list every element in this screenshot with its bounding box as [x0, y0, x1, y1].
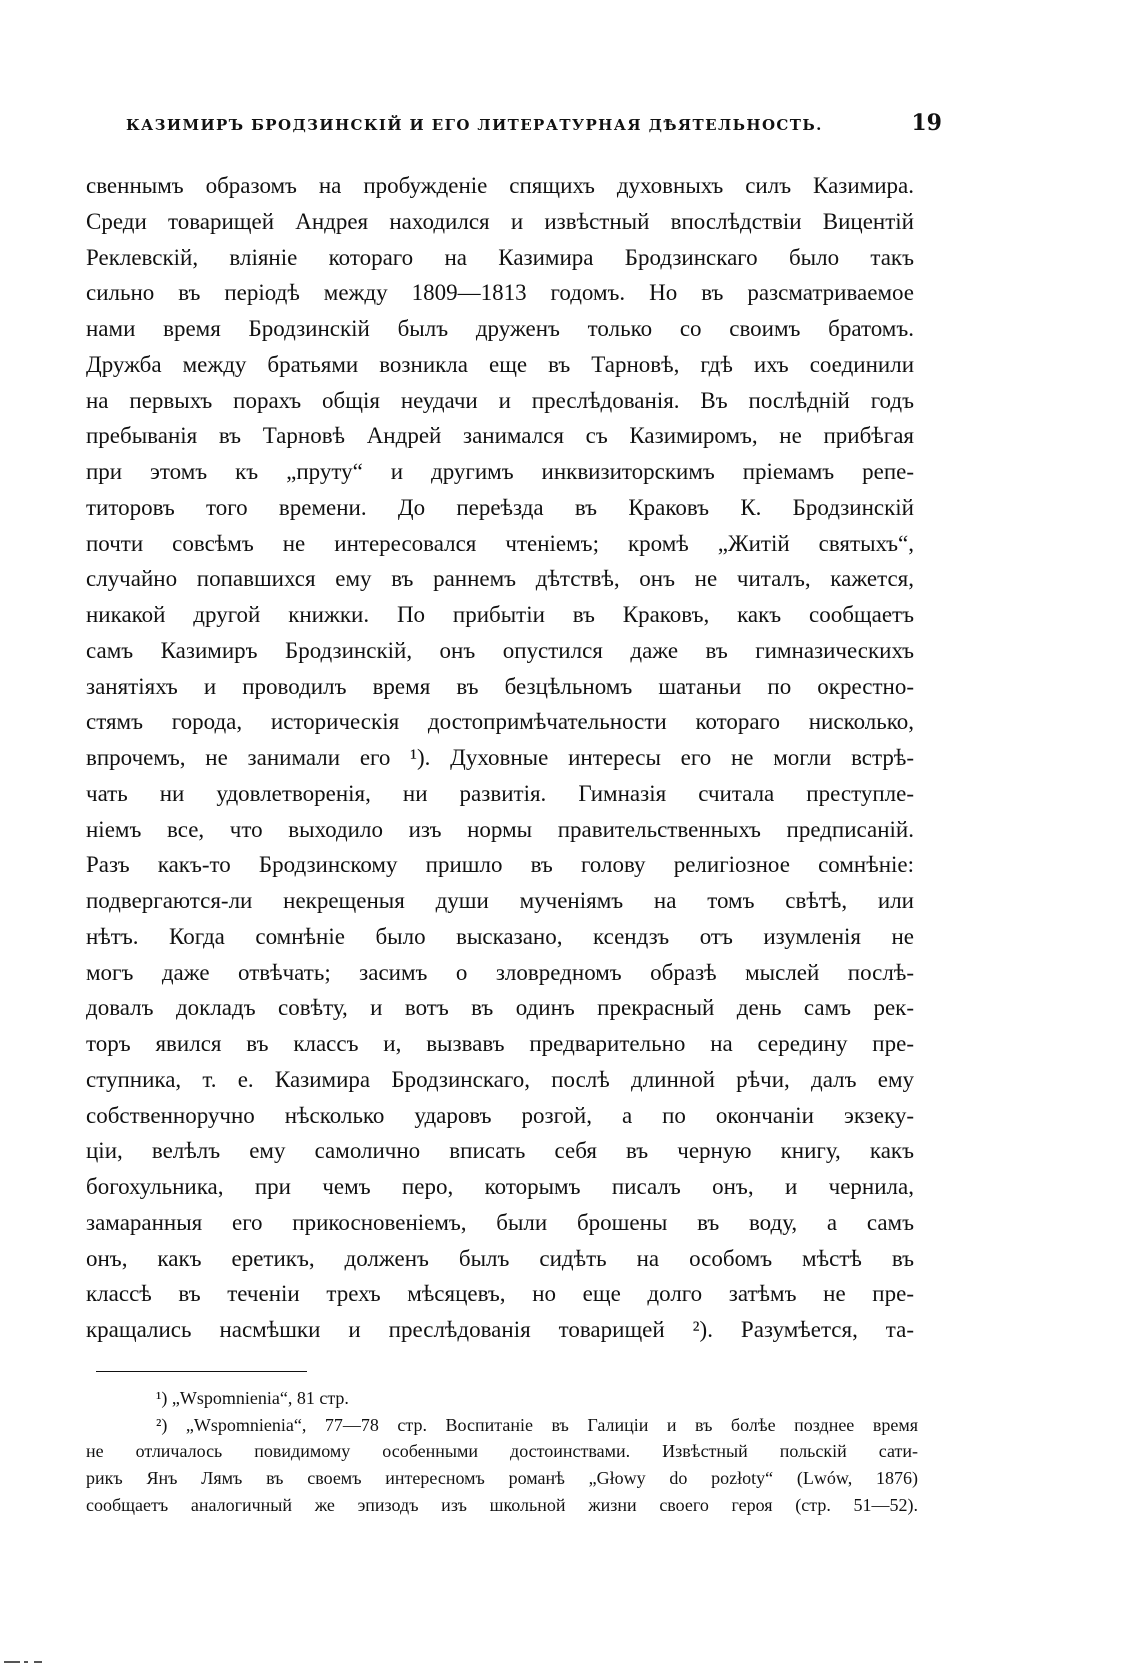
text-line: на первыхъ порахъ общія неудачи и преслѣдованія. Въ послѣдній годъ — [86, 387, 914, 413]
page-number: 19 — [911, 110, 942, 136]
text-line: стямъ города, историческія достопримѣчательности котораго нисколько, — [86, 709, 914, 735]
running-head — [92, 112, 942, 142]
footnote-line: ²) „Wspomnienia“, 77—78 стр. Воспитаніе въ Галиціи и въ болѣе позднее время — [156, 1414, 918, 1435]
text-line: нами время Бродзинскій былъ друженъ только со своимъ братомъ. — [86, 316, 914, 341]
text-line: онъ, какъ еретикъ, долженъ былъ сидѣть на особомъ мѣстѣ въ — [86, 1245, 914, 1271]
text-line: свеннымъ образомъ на пробужденіе спящихъ духовныхъ силъ Казимира. — [86, 173, 914, 198]
text-line: нѣтъ. Когда сомнѣніе было высказано, ксендзъ отъ изумленія не — [86, 923, 914, 949]
scan-artifact — [0, 1661, 52, 1664]
body-text — [86, 168, 914, 1348]
running-title: КАЗИМИРЪ БРОДЗИНСКІЙ И ЕГО ЛИТЕРАТУРНАЯ ДѢЯТЕЛЬНОСТЬ. — [126, 116, 823, 134]
text-line: ціи, велѣлъ ему самолично вписать себя въ черную книгу, какъ — [86, 1138, 914, 1164]
footnote-rule — [96, 1371, 307, 1372]
text-line: замаранныя его прикосновеніемъ, были брошены въ воду, а самъ — [86, 1209, 914, 1235]
text-line: занятіяхъ и проводилъ время въ безцѣльномъ шатаньи по окрестно- — [86, 673, 914, 699]
footnotes — [86, 1385, 918, 1518]
text-line: самъ Казимиръ Бродзинскій, онъ опустился даже въ гимназическихъ — [86, 637, 914, 663]
text-line: почти совсѣмъ не интересовался чтеніемъ; кромѣ „Житій святыхъ“, — [86, 530, 914, 556]
text-line: собственноручно нѣсколько ударовъ розгой, а по окончаніи экзеку- — [86, 1102, 914, 1128]
text-line: сильно въ періодѣ между 1809—1813 годомъ. Но въ разсматриваемое — [86, 280, 914, 306]
text-line: богохульника, при чемъ перо, которымъ писалъ онъ, и чернила, — [86, 1174, 914, 1199]
text-line: могъ даже отвѣчать; засимъ о зловредномъ образѣ мыслей послѣ- — [86, 959, 914, 985]
text-line: пребыванія въ Тарновѣ Андрей занимался съ Казимиромъ, не прибѣгая — [86, 423, 914, 449]
text-line: Разъ какъ-то Бродзинскому пришло въ голову религіозное сомнѣніе: — [86, 852, 914, 878]
text-line: подвергаются-ли некрещеныя души мученіямъ на томъ свѣтѣ, или — [86, 888, 914, 913]
text-line: при этомъ къ „пруту“ и другимъ инквизиторскимъ пріемамъ репе- — [86, 459, 914, 484]
text-line: впрочемъ, не занимали его ¹). Духовные интересы его не могли встрѣ- — [86, 745, 914, 770]
text-line: Среди товарищей Андрея находился и извѣстный впослѣдствіи Вицентій — [86, 208, 914, 234]
footnote-line: рикъ Янъ Лямъ въ своемъ интересномъ романѣ „Głowy do pozłoty“ (Lwów, 1876) — [86, 1468, 918, 1489]
text-line: довалъ докладъ совѣту, и вотъ въ одинъ прекрасный день самъ рек- — [86, 995, 914, 1021]
text-line: кращались насмѣшки и преслѣдованія товарищей ²). Разумѣется, та- — [86, 1317, 914, 1342]
text-line: Реклевскій, вліяніе котораго на Казимира Бродзинскаго было такъ — [86, 244, 914, 270]
text-line: никакой другой книжки. По прибытіи въ Краковъ, какъ сообщаетъ — [86, 602, 914, 627]
footnote-line: ¹) „Wspomnienia“, 81 стр. — [156, 1388, 349, 1408]
text-line: чать ни удовлетворенія, ни развитія. Гимназія считала преступле- — [86, 780, 914, 806]
text-line: Дружба между братьями возникла еще въ Тарновѣ, гдѣ ихъ соединили — [86, 351, 914, 377]
text-line: торъ явился въ классъ и, вызвавъ предварительно на середину пре- — [86, 1031, 914, 1056]
text-line: титоровъ того времени. До переѣзда въ Краковъ К. Бродзинскій — [86, 494, 914, 520]
text-line: ніемъ все, что выходило изъ нормы правительственныхъ предписаній. — [86, 816, 914, 842]
footnote-line: сообщаетъ аналогичный же эпизодъ изъ школьной жизни своего героя (стр. 51—52). — [86, 1494, 918, 1515]
text-line: ступника, т. е. Казимира Бродзинскаго, послѣ длинной рѣчи, далъ ему — [86, 1066, 914, 1092]
text-line: классѣ въ теченіи трехъ мѣсяцевъ, но еще долго затѣмъ не пре- — [86, 1281, 914, 1307]
text-line: случайно попавшихся ему въ раннемъ дѣтствѣ, онъ не читалъ, кажется, — [86, 566, 914, 592]
footnote-line: не отличалось повидимому особенными достоинствами. Извѣстный польскій сати- — [86, 1441, 918, 1462]
